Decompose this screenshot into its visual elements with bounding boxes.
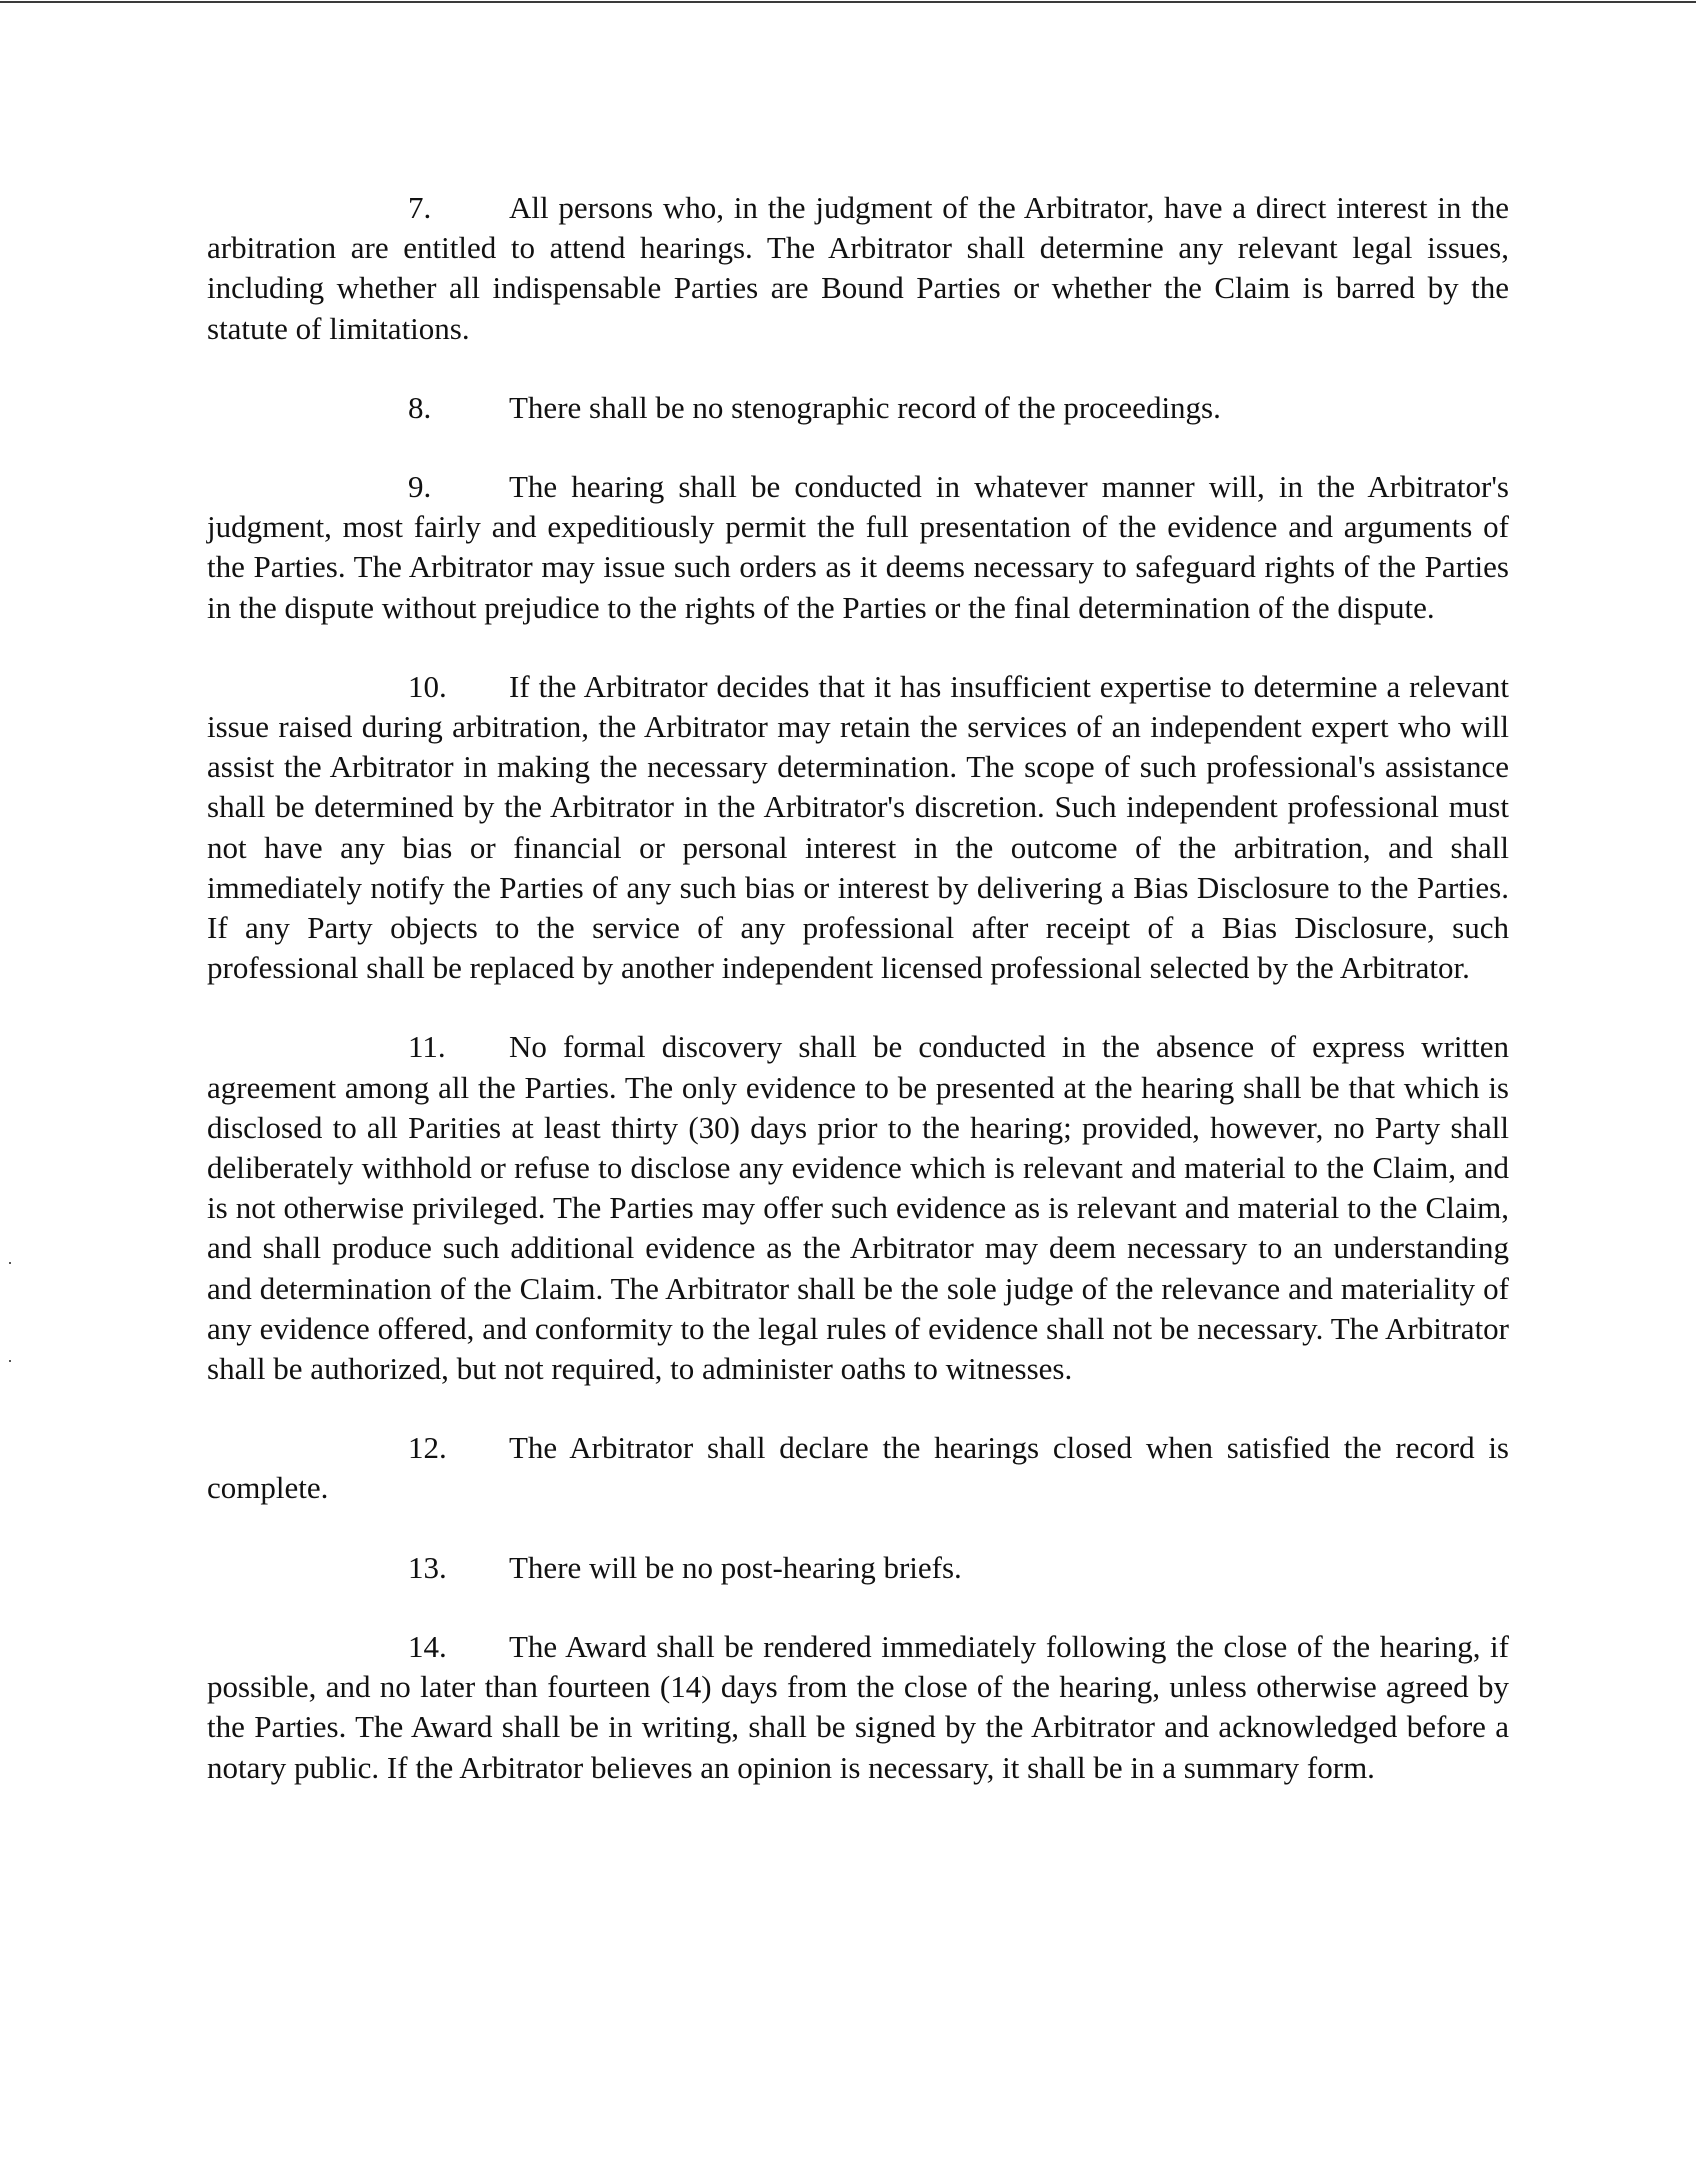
paragraph-14: [207, 1627, 1509, 1788]
paragraph-text: There shall be no stenographic record of the proceedings.: [509, 389, 1221, 425]
paragraph-number: 11.: [408, 1029, 446, 1065]
paragraph-text: The hearing shall be conducted in whatever manner will, in the Arbitrator's judgment, most fairly and expeditiously permit the full presentation of the evidence and arguments of the Parties. The Arbitrator may issue such orders as it deems necessary to safeguard rights of the Parties in the dispute without prejudice to the rights of the Parties or the final determination of the dispute.: [207, 469, 1509, 625]
paragraph-number: 14.: [408, 1628, 447, 1664]
paragraph-9: [207, 467, 1509, 628]
paragraph-12: [207, 1428, 1509, 1508]
paragraph-number: 9.: [408, 469, 432, 505]
paragraph-10: [207, 667, 1509, 989]
paragraph-number: 8.: [408, 389, 432, 425]
scan-speck: [9, 1360, 11, 1362]
paragraph-text: All persons who, in the judgment of the Arbitrator, have a direct interest in the arbitration are entitled to attend hearings. The Arbitrator shall determine any relevant legal issues, including whether all indispensable Parties are Bound Parties or whether the Claim is barred by the statute of limitations.: [207, 190, 1509, 346]
scan-speck: [9, 1262, 11, 1264]
top-scan-border: [0, 1, 1696, 3]
paragraph-number: 13.: [408, 1549, 447, 1585]
paragraph-7: [207, 188, 1509, 349]
paragraph-text: There will be no post-hearing briefs.: [509, 1549, 962, 1585]
paragraph-number: 12.: [408, 1430, 447, 1466]
paragraph-11: [207, 1027, 1509, 1389]
paragraph-number: 7.: [408, 190, 432, 225]
paragraph-text: No formal discovery shall be conducted in the absence of express written agreement among all the Parties. The only evidence to be presented at the hearing shall be that which is disclosed to all Parities at least thirty (30) days prior to the hearing; provided, however, no Party shall deliberately withhold or refuse to disclose any evidence which is relevant and material to the Claim, and is not otherwise privileged. The Parties may offer such evidence as is relevant and material to the Claim, and shall produce such additional evidence as the Arbitrator may deem necessary to an understanding and determination of the Claim. The Arbitrator shall be the sole judge of the relevance and materiality of any evidence offered, and conformity to the legal rules of evidence shall not be necessary. The Arbitrator shall be authorized, but not required, to administer oaths to witnesses.: [207, 1029, 1509, 1387]
paragraph-text: If the Arbitrator decides that it has insufficient expertise to determine a relevant issue raised during arbitration, the Arbitrator may retain the services of an independent expert who will assist the Arbitrator in making the necessary determination. The scope of such professional's assistance shall be determined by the Arbitrator in the Arbitrator's discretion. Such independent professional must not have any bias or financial or personal interest in the outcome of the arbitration, and shall immediately notify the Parties of any such bias or interest by delivering a Bias Disclosure to the Parties. If any Party objects to the service of any professional after receipt of a Bias Disclosure, such professional shall be replaced by another independent licensed professional selected by the Arbitrator.: [207, 668, 1509, 986]
paragraph-text: The Arbitrator shall declare the hearings closed when satisfied the record is complete.: [207, 1430, 1509, 1506]
document-page: [207, 188, 1509, 1826]
paragraph-number: 10.: [408, 668, 447, 704]
paragraph-13: [207, 1548, 1509, 1588]
paragraph-8: [207, 388, 1509, 428]
paragraph-text: The Award shall be rendered immediately following the close of the hearing, if possible, and no later than fourteen (14) days from the close of the hearing, unless otherwise agreed by the Parties. The Award shall be in writing, shall be signed by the Arbitrator and acknowledged before a notary public. If the Arbitrator believes an opinion is necessary, it shall be in a summary form.: [207, 1628, 1509, 1785]
